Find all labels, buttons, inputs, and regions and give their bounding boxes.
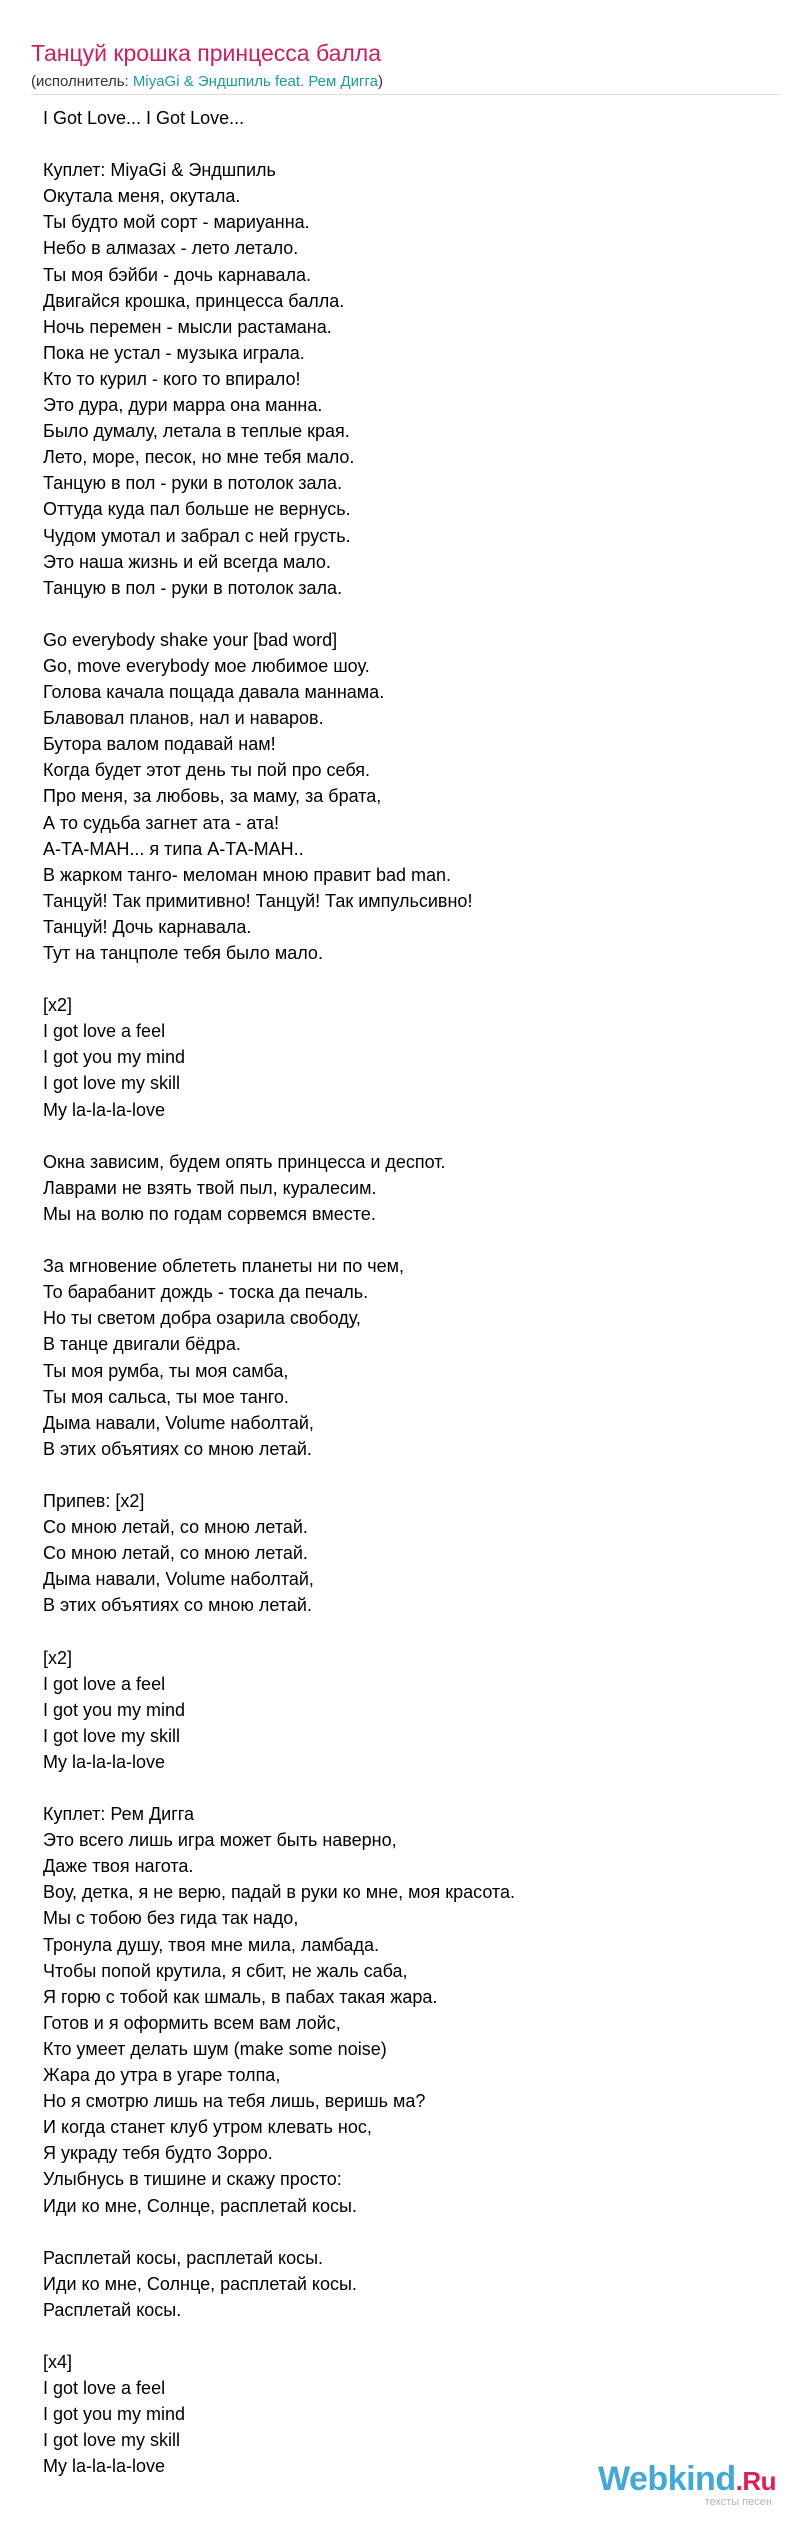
lyric-line: Ты моя сальса, ты мое танго. — [43, 1386, 289, 1407]
lyric-line: Кто умеет делать шум (make some noise) — [43, 2038, 387, 2059]
lyric-blank-line — [43, 1618, 783, 1644]
lyric-line: I got love my skill — [43, 1073, 181, 1094]
lyric-blank-line — [43, 1462, 783, 1488]
lyric-line: То барабанит дождь - тоска да печаль. — [43, 1282, 369, 1303]
lyric-line: В этих объятиях со мною летай. — [43, 1595, 312, 1616]
lyric-line: За мгновение облететь планеты ни по чем, — [43, 1256, 404, 1277]
webkind-watermark[interactable] — [566, 2460, 776, 2506]
lyric-line: My la-la-la-love — [43, 1099, 166, 1120]
lyric-line: Со мною летай, со мною летай. — [43, 1543, 308, 1564]
lyric-line: [x2] — [43, 995, 73, 1016]
lyric-line: Это дура, дури марра она манна. — [43, 395, 323, 416]
lyric-line: Танцую в пол - руки в потолок зала. — [43, 473, 343, 494]
lyric-line: Голова качала пощада давала маннама. — [43, 682, 385, 703]
lyric-line: Я украду тебя будто Зорро. — [43, 2143, 273, 2164]
artist-link[interactable]: MiyaGi & Эндшпиль feat. Рем Дигга — [132, 73, 378, 90]
lyric-line: I Got Love... I Got Love... — [43, 108, 245, 128]
lyric-line: И когда станет клуб утром клевать нос, — [43, 2117, 372, 2138]
lyric-blank-line — [43, 1123, 783, 1149]
artist-byline — [31, 72, 781, 92]
lyric-line: Мы с тобою без гида так надо, — [43, 1908, 299, 1929]
lyric-line: Воу, детка, я не верю, падай в руки ко мне, моя красота. — [43, 1882, 515, 1903]
lyric-blank-line — [43, 2323, 783, 2349]
lyric-line: Про меня, за любовь, за маму, за брата, — [43, 786, 382, 807]
logo-subtitle: тексты песен — [704, 2496, 772, 2508]
lyric-line: Оттуда куда пал больше не вернусь. — [43, 499, 351, 520]
lyric-blank-line — [43, 966, 783, 992]
header-divider — [31, 94, 781, 95]
lyric-line: А-ТА-МАН... я типа А-ТА-МАН.. — [43, 838, 304, 859]
lyric-line: Танцуй! Дочь карнавала. — [43, 916, 252, 937]
lyric-line: Куплет: Рем Дигга — [43, 1804, 194, 1825]
lyric-line: Блавовал планов, нал и наваров. — [43, 708, 324, 729]
song-header — [31, 38, 781, 92]
lyric-blank-line — [43, 2219, 783, 2245]
lyric-line: Но я смотрю лишь на тебя лишь, веришь ма? — [43, 2091, 426, 2112]
lyric-line: Припев: [x2] — [43, 1490, 145, 1511]
byline-prefix: (исполнитель: — [31, 73, 133, 90]
lyric-line: Я горю с тобой как шмаль, в пабах такая жара. — [43, 1986, 438, 2007]
lyric-line: My la-la-la-love — [43, 2456, 166, 2477]
page-title: Танцуй крошка принцесса балла — [31, 40, 382, 66]
lyric-line: Жара до утра в угаре толпа, — [43, 2065, 281, 2086]
lyric-line: Со мною летай, со мною летай. — [43, 1517, 308, 1538]
lyric-line: Но ты светом добра озарила свободу, — [43, 1308, 361, 1329]
lyric-line: Это наша жизнь и ей всегда мало. — [43, 551, 331, 572]
lyric-line: Лаврами не взять твой пыл, куралесим. — [43, 1177, 377, 1198]
lyric-line: Куплет: MiyaGi & Эндшпиль — [43, 160, 276, 181]
lyric-line: I got you my mind — [43, 2404, 186, 2425]
lyric-line: В танце двигали бёдра. — [43, 1334, 241, 1355]
lyric-line: Мы на волю по годам сорвемся вместе. — [43, 1203, 376, 1224]
lyric-line: Улыбнусь в тишине и скажу просто: — [43, 2169, 342, 2190]
lyric-blank-line — [43, 131, 783, 157]
logo-kind: kind — [667, 2460, 736, 2498]
lyric-line: Go, move everybody мое любимое шоу. — [43, 655, 370, 676]
lyric-line: Когда будет этот день ты пой про себя. — [43, 760, 371, 781]
lyric-line: Чудом умотал и забрал с ней грусть. — [43, 525, 351, 546]
lyric-blank-line — [43, 1227, 783, 1253]
lyric-line: В этих объятиях со мною летай. — [43, 1438, 312, 1459]
lyric-line: Ты моя румба, ты моя самба, — [43, 1360, 289, 1381]
lyric-line: Ты моя бэйби - дочь карнавала. — [43, 264, 311, 285]
lyric-line: Иди ко мне, Солнце, расплетай косы. — [43, 2273, 357, 2294]
lyric-line: [x2] — [43, 1647, 73, 1668]
webkind-logo — [566, 2460, 776, 2500]
lyric-line: Готов и я оформить всем вам лойс, — [43, 2012, 341, 2033]
lyric-line: Кто то курил - кого то впирало! — [43, 368, 301, 389]
lyric-line: В жарком танго- меломан мною правит bad man. — [43, 864, 452, 885]
lyric-line: Это всего лишь игра может быть наверно, — [43, 1830, 397, 1851]
lyric-line: Даже твоя нагота. — [43, 1856, 194, 1877]
lyric-line: Иди ко мне, Солнце, расплетай косы. — [43, 2195, 357, 2216]
lyric-line: [x4] — [43, 2352, 73, 2373]
lyric-line: Двигайся крошка, принцесса балла. — [43, 290, 345, 311]
lyric-line: Расплетай косы, расплетай косы. — [43, 2247, 324, 2268]
lyric-line: Тронула душу, твоя мне мила, ламбада. — [43, 1934, 379, 1955]
lyric-line: Танцуй! Так примитивно! Танцуй! Так импульсивно! — [43, 890, 473, 911]
lyric-line: Ты будто мой сорт - мариуанна. — [43, 212, 310, 233]
lyric-line: А то судьба загнет ата - ата! — [43, 812, 280, 833]
lyric-line: I got you my mind — [43, 1047, 186, 1068]
lyric-line: Дыма навали, Volume наболтай, — [43, 1569, 314, 1590]
lyric-line: I got love a feel — [43, 1673, 166, 1694]
lyric-line: Окутала меня, окутала. — [43, 186, 241, 207]
lyric-line: I got love my skill — [43, 1725, 181, 1746]
lyric-line: Пока не устал - музыка играла. — [43, 342, 305, 363]
lyric-line: Расплетай косы. — [43, 2299, 182, 2320]
lyric-line: Танцую в пол - руки в потолок зала. — [43, 577, 343, 598]
lyric-line: Ночь перемен - мысли растамана. — [43, 316, 332, 337]
lyric-blank-line — [43, 1775, 783, 1801]
lyrics-text — [43, 105, 783, 2480]
lyric-line: I got you my mind — [43, 1699, 186, 1720]
lyric-line: Тут на танцполе тебя было мало. — [43, 943, 323, 963]
lyric-line: Лето, море, песок, но мне тебя мало. — [43, 447, 355, 468]
lyric-line: I got love my skill — [43, 2430, 181, 2451]
lyric-line: Go everybody shake your [bad word] — [43, 629, 338, 650]
lyric-line: Чтобы попой крутила, я сбит, не жаль саба, — [43, 1960, 408, 1981]
lyric-line: I got love a feel — [43, 2378, 166, 2399]
lyric-line: My la-la-la-love — [43, 1751, 166, 1772]
logo-tld: .Ru — [735, 2466, 776, 2496]
lyric-line: Окна зависим, будем опять принцесса и деспот. — [43, 1151, 446, 1172]
byline-suffix: ) — [378, 73, 383, 90]
logo-web: Web — [598, 2460, 668, 2498]
lyric-blank-line — [43, 601, 783, 627]
lyric-line: Небо в алмазах - лето летало. — [43, 238, 299, 259]
lyric-line: Дыма навали, Volume наболтай, — [43, 1412, 314, 1433]
lyric-line: I got love a feel — [43, 1021, 166, 1042]
lyric-line: Было думалу, летала в теплые края. — [43, 421, 350, 442]
lyric-line: Бутора валом подавай нам! — [43, 734, 276, 755]
